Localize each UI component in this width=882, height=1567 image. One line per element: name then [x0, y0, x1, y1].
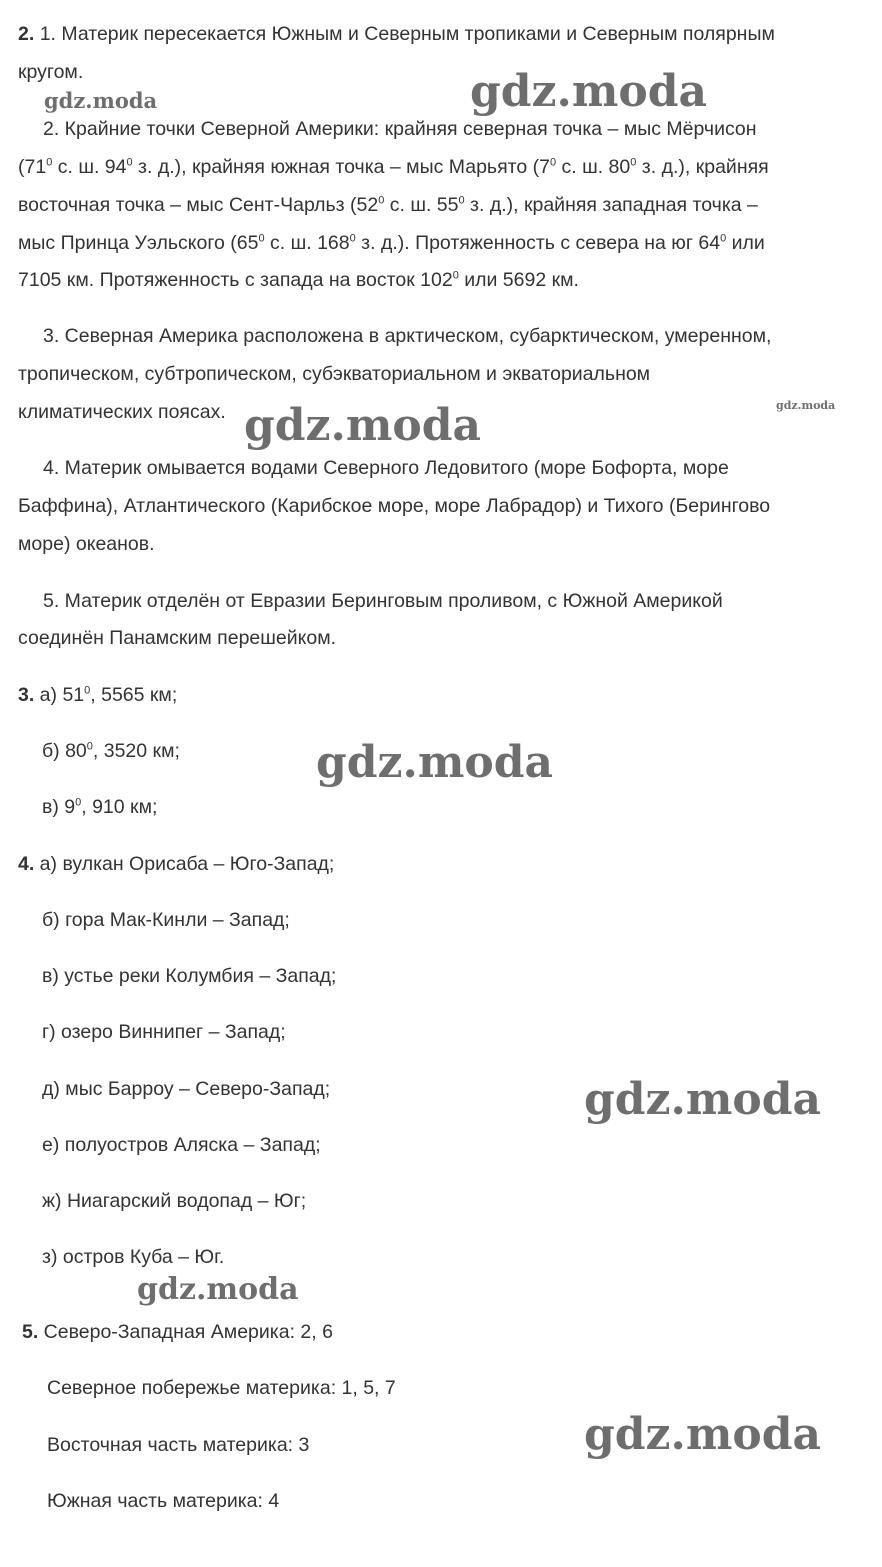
degree-superscript: 0	[549, 156, 557, 169]
q2-p1-line-2: кругом.	[18, 61, 84, 83]
q2-p5-line-2: соединён Панамским перешейком.	[18, 627, 337, 649]
degree-superscript: 0	[126, 156, 133, 169]
q2-p2-line-3: восточная точка – мыс Сент-Чарльз ($52^0$ с. ш. $55^0$ з. д.), крайняя западная точка –	[18, 194, 758, 216]
degree-superscript: 0	[258, 232, 265, 245]
degree-superscript: 0	[46, 156, 53, 169]
q2-p2-line-1: 2. Крайние точки Северной Америки: крайняя северная точка – мыс Мёрчисон	[43, 118, 757, 140]
q2-p1-line-1: 1. Материк пересекается Южным и Северным тропиками и Северным полярным	[39, 23, 775, 45]
q3-answer-v: в) $9^0$, 910 км;	[42, 796, 158, 818]
q4-answer: б) гора Мак-Кинли – Запад;	[42, 909, 290, 931]
q5-answer: Восточная часть материка: 3	[47, 1434, 310, 1456]
q2-p2-line-2: ($71^0$ с. ш. $94^0$ з. д.), крайняя южная точка – мыс Марьято ($7^0$ с. ш. $80^0$ з. д.), крайняя	[18, 156, 769, 178]
q3-answer-a: а) $51^0$, 5565 км;	[34, 684, 178, 706]
q4-answer: е) полуостров Аляска – Запад;	[42, 1134, 321, 1156]
q4-answer: г) озеро Виннипег – Запад;	[42, 1021, 286, 1043]
watermark: gdz.moda	[470, 66, 708, 117]
q2-p5-line-1: 5. Материк отделён от Евразии Беринговым проливом, с Южной Америкой	[43, 590, 723, 612]
q2-p3-line-3: климатических поясах.	[18, 401, 226, 423]
degree-superscript: 0	[84, 684, 91, 697]
watermark: gdz.moda	[44, 88, 158, 113]
q3-line-a	[18, 683, 177, 707]
watermark: gdz.moda	[316, 737, 554, 788]
degree-superscript: 0	[458, 194, 465, 207]
degree-superscript: 0	[630, 156, 637, 169]
question-number: 2.	[18, 23, 35, 45]
q5-answer: Северо-Западная Америка: 2, 6	[38, 1321, 333, 1343]
q5-line-1	[22, 1320, 333, 1344]
q2-p2-line-4: мыс Принца Уэльского ($65^0$ с. ш. $168^0$ з. д.). Протяженность с севера на юг $64^0$ или	[18, 232, 765, 254]
q2-p4-line-2: Баффина), Атлантического (Карибское море, море Лабрадор) и Тихого (Берингово	[18, 495, 771, 517]
watermark: gdz.moda	[244, 400, 482, 451]
q4-answer: а) вулкан Орисаба – Юго-Запад;	[34, 853, 335, 875]
q5-answer: Северное побережье материка: 1, 5, 7	[47, 1377, 396, 1399]
q2-p4-line-1: 4. Материк омывается водами Северного Ледовитого (море Бофорта, море	[43, 457, 729, 479]
q5-answer: Южная часть материка: 4	[47, 1490, 280, 1512]
degree-superscript: 0	[349, 232, 356, 245]
question-number: 3.	[18, 684, 35, 706]
q4-answer: в) устье реки Колумбия – Запад;	[42, 965, 337, 987]
question-number: 4.	[18, 853, 35, 875]
watermark: gdz.moda	[137, 1272, 299, 1307]
degree-superscript: 0	[86, 740, 93, 753]
q2-p3-line-2: тропическом, субтропическом, субэкваториальном и экваториальном	[18, 363, 651, 385]
q2-p3-line-1: 3. Северная Америка расположена в арктическом, субарктическом, умеренном,	[43, 325, 772, 347]
watermark: gdz.moda	[776, 399, 836, 412]
question-number: 5.	[22, 1321, 39, 1343]
degree-superscript: 0	[378, 194, 385, 207]
q2-p4-line-3: море) океанов.	[18, 533, 155, 555]
q3-answer-b: б) $80^0$, 3520 км;	[42, 740, 180, 762]
degree-superscript: 0	[75, 796, 82, 809]
watermark: gdz.moda	[584, 1074, 822, 1125]
q2-p2-line-5: 7105 км. Протяженность с запада на восток $102^0$ или 5692 км.	[18, 269, 579, 291]
degree-superscript: 0	[452, 269, 459, 282]
degree-superscript: 0	[720, 232, 727, 245]
q4-line-a	[18, 852, 334, 876]
watermark: gdz.moda	[584, 1409, 822, 1460]
q4-answer: д) мыс Барроу – Северо-Запад;	[42, 1078, 331, 1100]
q2-line-1	[18, 22, 775, 46]
q4-answer: з) остров Куба – Юг.	[42, 1246, 225, 1268]
q4-answer: ж) Ниагарский водопад – Юг;	[42, 1190, 307, 1212]
